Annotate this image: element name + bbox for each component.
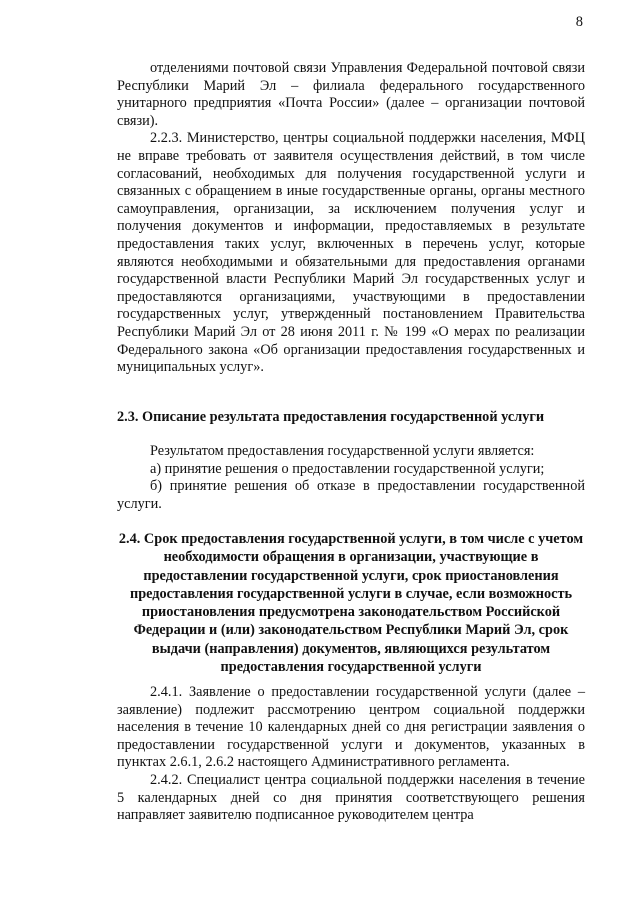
section-2-3-heading: 2.3. Описание результата предоставления государственной услуги <box>117 409 545 425</box>
result-item-a: а) принятие решения о предоставлении государственной услуги; <box>150 460 545 477</box>
result-intro: Результатом предоставления государственной услуги является: <box>150 443 535 459</box>
section-2-4-heading: 2.4. Срок предоставления государственной услуги, в том числе с учетом необходимости обращения в организации, участвующие в предоставлении государственной услуги, срок приостановления предоставления государственной услуги в случае, если возможность приостановления предусмотрена законодательством Российской Федерации и (или) законодательством Республики Марий Эл, срок выдачи (направления) документов, являющихся результатом предоставления государственной услуги <box>118 531 584 676</box>
section-2-3 <box>117 408 585 513</box>
result-item-b: б) принятие решения об отказе в предоставлении государственной услуги. <box>117 478 585 512</box>
section-2-4-body <box>117 684 585 825</box>
paragraph-2-2-3: 2.2.3. Министерство, центры социальной поддержки населения, МФЦ не вправе требовать от заявителя осуществления действий, в том числе согласований, необходимых для получения государственной услуги и связанных с обращением в иные государственные органы, органы местного самоуправления, организации, за исключением получения услуг и получения документов и информации, предоставляемых в результате предоставления таких услуг, включенных в перечень услуг, которые являются необходимыми и обязательными для предоставления органами государственной власти Республики Марий Эл государственных услуг и предоставляются организациями, участвующими в предоставлении государственных услуг, утвержденный постановлением Правительства Республики Марий Эл от 28 июня 2011 г. № 199 «О мерах по реализации Федерального закона «Об организации предоставления государственных и муниципальных услуг». <box>117 130 585 376</box>
section-2-4 <box>117 530 585 676</box>
paragraph-2-4-2: 2.4.2. Специалист центра социальной поддержки населения в течение 5 календарных дней со дня принятия соответствующего решения направляет заявителю подписанное руководителем центра <box>117 771 585 824</box>
paragraph-postal: отделениями почтовой связи Управления Федеральной почтовой связи Республики Марий Эл – филиала федерального государственного унитарного предприятия «Почта России» (далее – организации почтовой связи). <box>117 60 585 129</box>
paragraph-2-4-1: 2.4.1. Заявление о предоставлении государственной услуги (далее – заявление) подлежит рассмотрению центром социальной поддержки населения в течение 10 календарных дней со дня регистрации заявления о предоставлении государственной услуги и документов, указанных в пунктах 2.6.1, 2.6.2 настоящего Административного регламента. <box>117 684 585 771</box>
body-top <box>117 60 585 377</box>
page-number: 8 <box>575 14 583 30</box>
